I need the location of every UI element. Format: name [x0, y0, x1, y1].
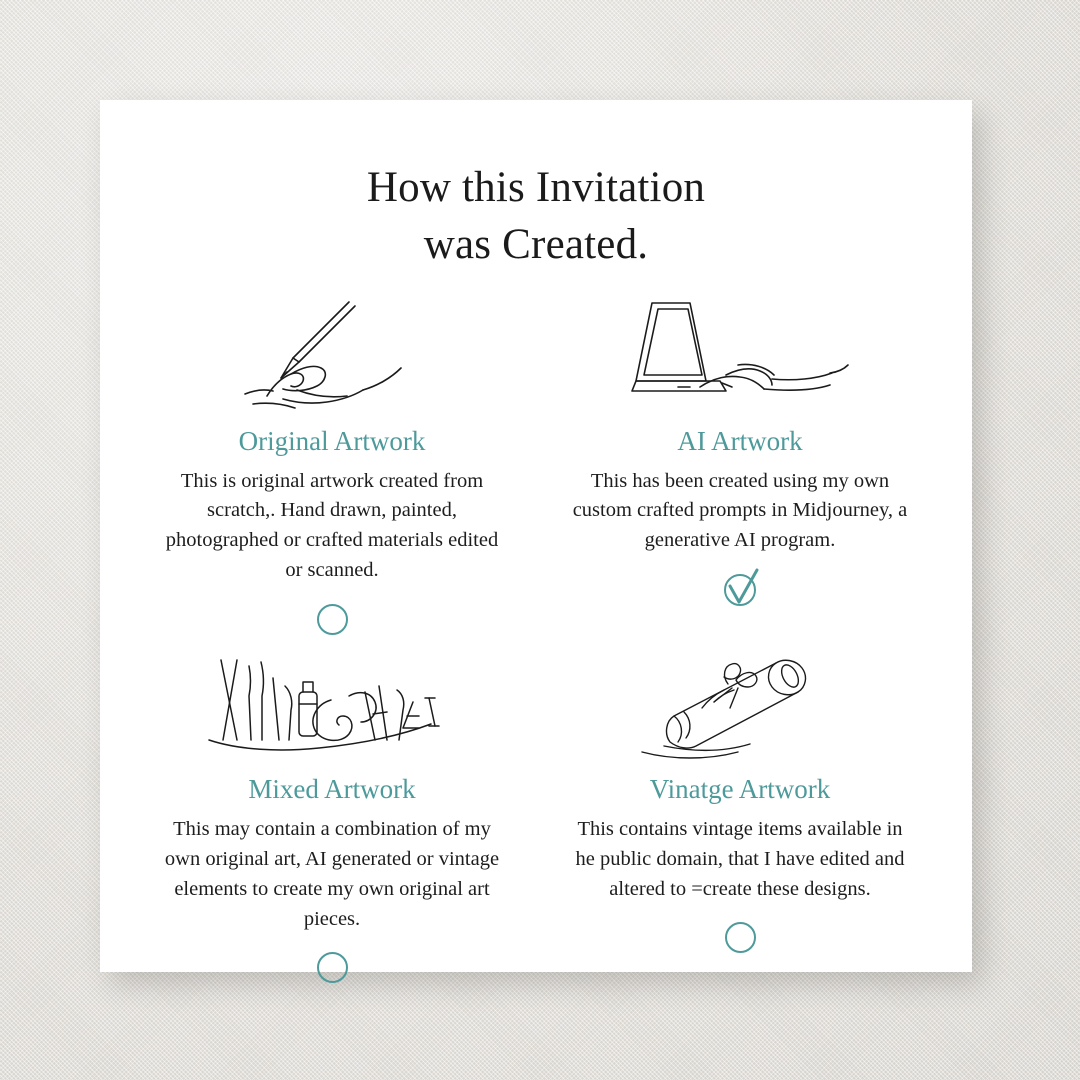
selection-marker-vintage[interactable]: [725, 915, 756, 961]
page-title: [100, 100, 972, 274]
selection-marker-original[interactable]: [317, 596, 348, 642]
section-body: This is original artwork created from scratch,. Hand drawn, painted, photographed or crafted materials edited or scanned.: [165, 469, 499, 582]
checked-circle-icon: [717, 566, 763, 612]
section-body: This may contain a combination of my own original art, AI generated or vintage elements to create my own original art pieces.: [164, 818, 500, 930]
section-title: Mixed Artwork: [248, 774, 416, 805]
section-title: AI Artwork: [677, 425, 803, 456]
hand-typing-on-laptop-icon: [630, 288, 850, 420]
section-title: Original Artwork: [238, 425, 426, 456]
section-body: This contains vintage items available in he public domain, that I have edited and altered to =create these designs.: [575, 818, 905, 901]
art-supplies-brushes-paint-icon: [207, 648, 457, 768]
artwork-type-grid: [100, 274, 972, 991]
section-vintage-artwork: [536, 642, 944, 991]
empty-circle-icon: [317, 952, 348, 983]
invitation-info-card: [100, 100, 972, 972]
page-title-line-1: How this Invitation: [366, 164, 706, 211]
rolled-vintage-scroll-icon: [640, 648, 840, 768]
section-mixed-artwork: [128, 642, 536, 991]
empty-circle-icon: [725, 922, 756, 953]
empty-circle-icon: [317, 604, 348, 635]
section-original-artwork: [128, 282, 536, 643]
selection-marker-ai[interactable]: [717, 566, 763, 612]
page-title-line-2: was Created.: [423, 220, 649, 268]
section-ai-artwork: [536, 282, 944, 643]
section-title: Vinatge Artwork: [649, 774, 831, 805]
section-body: This has been created using my own custom crafted prompts in Midjourney, a generative AI program.: [572, 469, 908, 552]
hand-drawing-with-pen-icon: [237, 288, 427, 420]
selection-marker-mixed[interactable]: [317, 945, 348, 991]
